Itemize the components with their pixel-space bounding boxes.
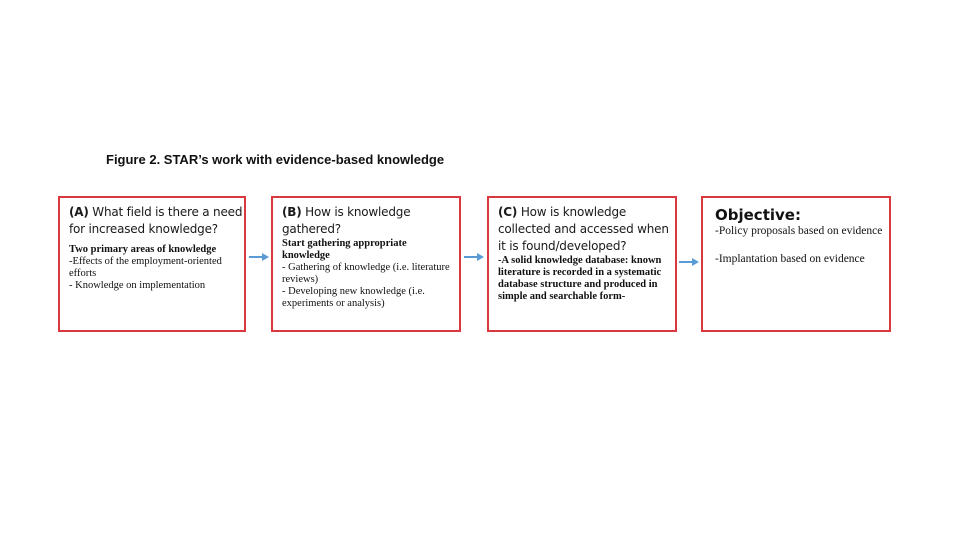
- box-b: [271, 196, 461, 332]
- arrow-icon: [679, 257, 699, 267]
- box-a-question: What field is there a need for increased knowledge?: [69, 205, 243, 236]
- box-c-body: -A solid knowledge database: known literature is recorded in a systematic database structure and produced in simple and searchable form-: [498, 255, 662, 302]
- box-a-item-1: -Effects of the employment-oriented efforts: [69, 256, 222, 279]
- box-c-label: (C): [498, 205, 518, 219]
- arrow-icon: [464, 252, 484, 262]
- box-b-item-2: - Developing new knowledge (i.e. experiments or analysis): [282, 286, 425, 309]
- box-a-item-2: - Knowledge on implementation: [69, 280, 206, 291]
- box-a-label: (A): [69, 205, 89, 219]
- objective-item-1: -Policy proposals based on evidence: [715, 225, 883, 237]
- box-a-heading: [60, 198, 244, 238]
- box-b-heading: [273, 198, 459, 238]
- figure-title: Figure 2. STAR’s work with evidence-based knowledge: [106, 152, 445, 167]
- box-b-question: How is knowledge gathered?: [282, 205, 411, 236]
- objective-item-2: -Implantation based on evidence: [715, 253, 865, 265]
- box-c-question: How is knowledge collected and accessed when it is found/developed?: [498, 205, 669, 253]
- box-c-heading: [489, 198, 675, 255]
- arrow-icon: [249, 252, 269, 262]
- box-b-label: (B): [282, 205, 302, 219]
- box-a-subtitle: Two primary areas of knowledge: [69, 244, 217, 255]
- box-b-item-1: - Gathering of knowledge (i.e. literature reviews): [282, 262, 450, 285]
- box-b-subtitle: Start gathering appropriate knowledge: [282, 238, 407, 261]
- box-objective: [701, 196, 891, 332]
- box-c: [487, 196, 677, 332]
- box-a: [58, 196, 246, 332]
- objective-heading: Objective:: [715, 206, 801, 224]
